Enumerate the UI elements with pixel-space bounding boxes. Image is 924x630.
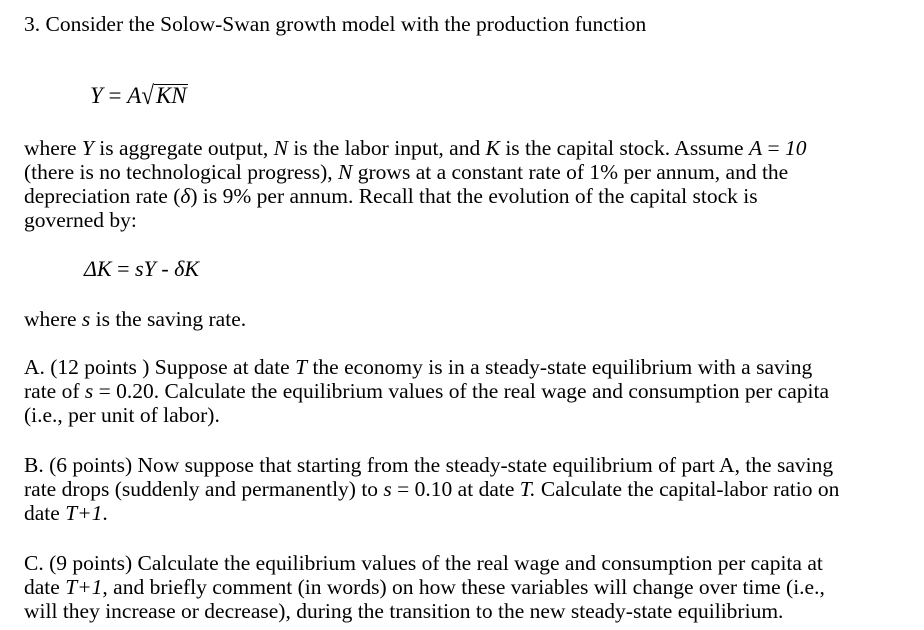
var-K: K (485, 136, 500, 160)
text: rate of (24, 379, 85, 403)
var-T-plus-1: T+1 (65, 575, 103, 599)
var-s: s (383, 477, 392, 501)
problem-heading: 3. Consider the Solow-Swan growth model with the production function (24, 12, 647, 36)
text: (there is no technological progress), (24, 160, 339, 184)
text: A. (12 points ) Suppose at date (24, 355, 296, 379)
part-b-line3 (24, 501, 108, 525)
part-a-line3: (i.e., per unit of labor). (24, 403, 220, 427)
var-s: s (84, 379, 94, 403)
saving-rate-line (24, 307, 246, 331)
part-a-line2 (24, 379, 829, 403)
eq-productivity-symbol: A (127, 83, 142, 108)
var-T-plus-1: T+1 (65, 501, 103, 525)
text: . (102, 501, 108, 525)
var-A: A (748, 136, 763, 160)
var-delta: δ (180, 184, 191, 208)
value-10: 10 (784, 136, 807, 160)
para1-line1 (24, 136, 806, 160)
var-N: N (273, 136, 288, 160)
text: = (762, 136, 785, 160)
para1-line3 (24, 184, 758, 208)
eq-output-symbol: Y (90, 83, 103, 108)
text: Calculate the capital-labor ratio on (535, 477, 840, 501)
text: the economy is in a steady-state equilibrium with a saving (307, 355, 813, 379)
part-c-line2 (24, 575, 825, 599)
capital-accumulation-equation (84, 257, 199, 281)
production-function-equation (90, 81, 188, 110)
text: date (24, 575, 66, 599)
radicand-KN: KN (155, 83, 187, 108)
eq-K: K (184, 256, 200, 281)
eq-delta-K: ΔK (84, 256, 112, 281)
eq-delta: δ (174, 256, 185, 281)
text: depreciation rate ( (24, 184, 181, 208)
para1-line4: governed by: (24, 208, 137, 232)
part-b-line2 (24, 477, 839, 501)
var-N: N (338, 160, 353, 184)
text: ) is 9% per annum. Recall that the evolution of the capital stock is (190, 184, 758, 208)
eq-equals: = (111, 256, 136, 281)
square-root (141, 81, 187, 110)
part-c-line1: C. (9 points) Calculate the equilibrium values of the real wage and consumption per capita at (24, 551, 823, 575)
text: = 0.10 at date (391, 477, 520, 501)
para1-line2 (24, 160, 788, 184)
var-T: T. (519, 477, 536, 501)
text: date (24, 501, 66, 525)
eq-equals: = (102, 83, 128, 108)
var-Y: Y (81, 136, 94, 160)
part-c-line3: will they increase or decrease), during the transition to the new steady-state equilibrium. (24, 599, 784, 623)
text: is aggregate output, (93, 136, 274, 160)
eq-Y: Y (143, 256, 156, 281)
text: grows at a constant rate of 1% per annum, and the (352, 160, 789, 184)
text: where (24, 136, 82, 160)
eq-s: s (135, 256, 144, 281)
part-a-line1 (24, 355, 812, 379)
var-T: T (295, 355, 308, 379)
text: is the saving rate. (90, 307, 247, 331)
part-b-line1: B. (6 points) Now suppose that starting from the steady-state equilibrium of part A, the saving (24, 453, 834, 477)
text: is the capital stock. Assume (499, 136, 749, 160)
radical-sign: √ (141, 81, 154, 110)
text: , and briefly comment (in words) on how these variables will change over time (i.e., (102, 575, 825, 599)
text: = 0.20. Calculate the equilibrium values of the real wage and consumption per capita (93, 379, 829, 403)
text: is the labor input, and (287, 136, 486, 160)
text: rate drops (suddenly and permanently) to (24, 477, 384, 501)
text: where (24, 307, 82, 331)
var-s: s (81, 307, 91, 331)
eq-minus: - (155, 256, 175, 281)
